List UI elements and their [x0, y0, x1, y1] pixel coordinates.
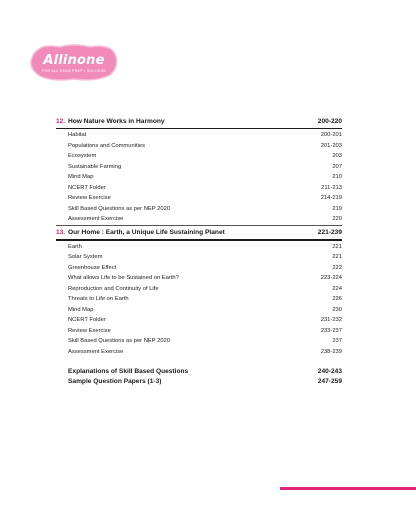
topic-pages: 210	[332, 174, 342, 181]
toc-item[interactable]	[56, 214, 342, 225]
topic-label: Sustainable Farming	[68, 163, 122, 170]
topic-label: Ecosystem	[68, 153, 97, 160]
toc-item[interactable]	[56, 183, 342, 194]
topic-label: Threats to Life on Earth	[68, 296, 129, 303]
toc-item-explanations[interactable]	[56, 367, 342, 377]
topic-label: Earth	[68, 243, 82, 250]
toc-item[interactable]	[56, 326, 342, 337]
topic-label: Populations and Communities	[68, 142, 146, 149]
topic-label: Assessment Exercise	[68, 348, 124, 355]
table-of-contents	[56, 114, 342, 386]
appendix-list	[56, 367, 342, 386]
topic-pages: 221	[332, 243, 342, 250]
chapter-pages: 200-220	[317, 117, 342, 125]
toc-item[interactable]	[56, 263, 342, 274]
topic-label: Solar System	[68, 254, 103, 261]
toc-item[interactable]	[56, 141, 342, 152]
topic-label: What allows Life to be Sustained on Earth?	[68, 275, 179, 282]
topic-pages: 219	[332, 205, 342, 212]
footer-accent-bar	[280, 487, 416, 490]
topic-pages: 200-201	[320, 132, 342, 139]
chapter-number: 12.	[56, 117, 66, 125]
topic-pages: 220	[332, 216, 342, 223]
logo-text: Allinone	[43, 53, 105, 68]
topic-pages: 238-239	[320, 348, 342, 355]
toc-item[interactable]	[56, 204, 342, 215]
topic-label: Reproduction and Continuity of Life	[68, 285, 159, 292]
topic-pages: 207	[332, 163, 342, 170]
topic-pages: 226	[332, 296, 342, 303]
topic-pages: 211-213	[321, 184, 342, 191]
appendix-pages: 240-243	[317, 368, 342, 376]
topic-pages: 231-232	[320, 317, 342, 324]
toc-item[interactable]	[56, 193, 342, 204]
topic-pages: 233-237	[320, 327, 342, 334]
toc-item[interactable]	[56, 315, 342, 326]
topic-label: Review Exercise	[68, 195, 111, 202]
toc-item[interactable]	[56, 336, 342, 347]
topic-pages: 223-224	[320, 275, 342, 282]
topic-label: NCERT Folder	[68, 317, 106, 324]
topic-pages: 203	[332, 153, 342, 160]
toc-item[interactable]	[56, 242, 342, 253]
topic-label: Assessment Exercise	[68, 216, 124, 223]
topic-pages: 222	[332, 264, 342, 271]
topic-pages: 224	[332, 285, 342, 292]
toc-item[interactable]	[56, 294, 342, 305]
topic-pages: 201-203	[320, 142, 342, 149]
topic-label: Greenhouse Effect	[68, 264, 117, 271]
topic-label: Review Exercise	[68, 327, 111, 334]
appendix-label: Sample Question Papers (1-3)	[68, 377, 162, 385]
toc-item[interactable]	[56, 305, 342, 316]
topic-label: Skill Based Questions as per NEP 2020	[68, 338, 171, 345]
topic-pages: 221	[332, 254, 342, 261]
topic-label: NCERT Folder	[68, 184, 106, 191]
toc-item[interactable]	[56, 172, 342, 183]
chapter-title: Our Home : Earth, a Unique Life Sustaining Planet	[68, 228, 225, 236]
topic-label: Mind Map	[68, 174, 94, 181]
brand-logo	[30, 44, 118, 82]
topic-list	[56, 241, 342, 358]
topic-label: Skill Based Questions as per NEP 2020	[68, 205, 171, 212]
toc-item[interactable]	[56, 162, 342, 173]
chapter-pages: 221-239	[317, 228, 342, 236]
toc-item[interactable]	[56, 273, 342, 284]
logo-tagline: FOR ALL EXAM PREP • SUCCESS	[42, 69, 106, 73]
toc-item[interactable]	[56, 130, 342, 141]
topic-label: Habitat	[68, 132, 87, 139]
chapter-heading[interactable]	[56, 225, 342, 239]
topic-pages: 237	[332, 338, 342, 345]
chapter-number: 13.	[56, 228, 66, 236]
appendix-label: Explanations of Skill Based Questions	[68, 368, 189, 376]
topic-pages: 214-219	[320, 195, 342, 202]
topic-pages: 230	[332, 306, 342, 313]
toc-item[interactable]	[56, 284, 342, 295]
chapter-13	[56, 225, 342, 357]
chapter-heading[interactable]	[56, 114, 342, 128]
chapter-12	[56, 114, 342, 225]
toc-item-sample-papers[interactable]	[56, 377, 342, 387]
toc-item[interactable]	[56, 151, 342, 162]
appendix-pages: 247-259	[317, 377, 342, 385]
toc-item[interactable]	[56, 347, 342, 358]
topic-list	[56, 129, 342, 225]
toc-item[interactable]	[56, 252, 342, 263]
chapter-title: How Nature Works in Harmony	[68, 117, 165, 125]
topic-label: Mind Map	[68, 306, 94, 313]
